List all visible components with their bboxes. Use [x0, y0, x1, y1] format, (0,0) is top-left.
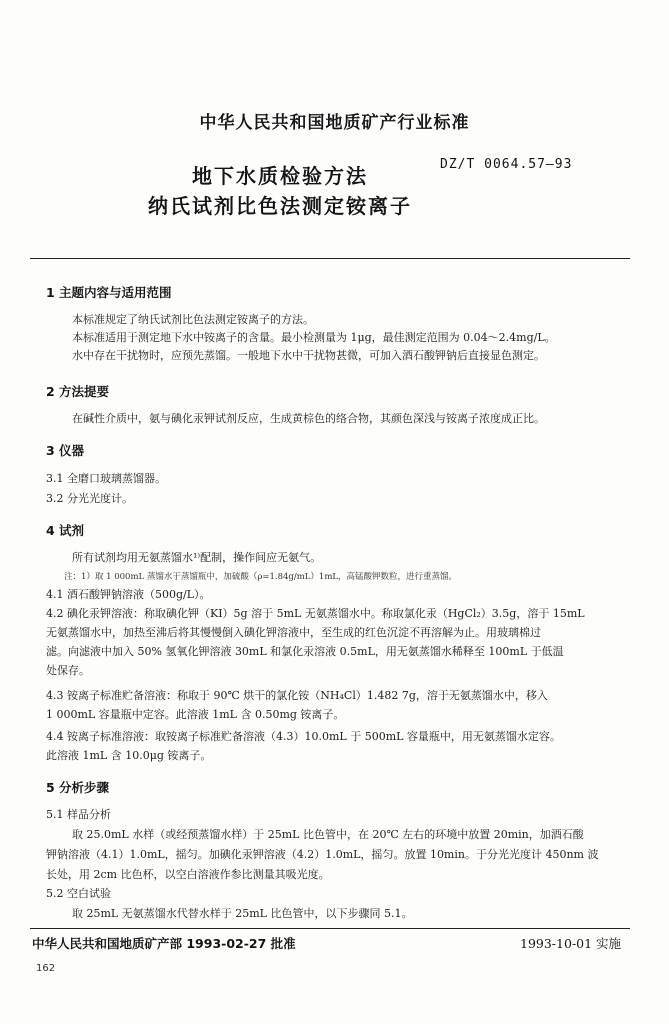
- approval-date: 中华人民共和国地质矿产部 1993-02-27 批准: [32, 936, 296, 951]
- effective-date: 1993-10-01 实施: [520, 936, 622, 951]
- section-1-heading: 1 主题内容与适用范围: [46, 285, 172, 300]
- section-4-item-4-line-1: 4.4 铵离子标准溶液：取铵离子标准贮备溶液（4.3）10.0mL 于 500mL 容量瓶中，用无氨蒸馏水定容。: [46, 730, 561, 743]
- section-4-item-3-line-1: 4.3 铵离子标准贮备溶液：称取于 90℃ 烘干的氯化铵（NH₄Cl）1.482 7g，溶于无氨蒸馏水中，移入: [46, 689, 548, 702]
- bottom-rule: [30, 928, 630, 929]
- section-4-intro: 所有试剂均用无氨蒸馏水¹⁾配制，操作间应无氨气。: [72, 551, 322, 564]
- section-4-item-2-line-4: 处保存。: [46, 664, 90, 677]
- section-3-heading: 3 仪器: [46, 443, 85, 458]
- section-4-item-1: 4.1 酒石酸钾钠溶液（500g/L）。: [46, 588, 211, 601]
- section-5-subheading-2: 5.2 空白试验: [46, 887, 111, 900]
- section-4-item-2-line-3: 滤。向滤液中加入 50% 氢氧化钾溶液 30mL 和氯化汞溶液 0.5mL，用无氨蒸馏水稀释至 100mL 于低温: [46, 645, 564, 658]
- document-title-line2: 纳氏试剂比色法测定铵离子: [148, 194, 412, 218]
- top-rule: [30, 258, 630, 259]
- section-4-item-4-line-2: 此溶液 1mL 含 10.0μg 铵离子。: [46, 749, 212, 762]
- section-5-heading: 5 分析步骤: [46, 780, 110, 795]
- section-4-heading: 4 试剂: [46, 523, 85, 538]
- section-2-heading: 2 方法提要: [46, 384, 110, 399]
- page-number: 162: [36, 963, 56, 974]
- section-4-item-2-line-1: 4.2 碘化汞钾溶液：称取碘化钾（KI）5g 溶于 5mL 无氨蒸馏水中。称取氯化汞（HgCl₂）3.5g，溶于 15mL: [46, 607, 585, 620]
- section-3-item-2: 3.2 分光光度计。: [46, 492, 133, 505]
- section-4-item-2-line-2: 无氨蒸馏水中，加热至沸后将其慢慢倒入碘化钾溶液中，至生成的红色沉淀不再溶解为止。用玻璃棉过: [46, 626, 541, 639]
- section-5-2-line-1: 取 25mL 无氨蒸馏水代替水样于 25mL 比色管中，以下步骤同 5.1。: [72, 907, 413, 920]
- section-2-para-1: 在碱性介质中，氨与碘化汞钾试剂反应，生成黄棕色的络合物，其颜色深浅与铵离子浓度成正比。: [72, 412, 545, 425]
- standard-code: DZ/T 0064.57—93: [440, 157, 573, 172]
- section-5-1-line-1: 取 25.0mL 水样（或经预蒸馏水样）于 25mL 比色管中，在 20℃ 左右的环境中放置 20min，加酒石酸: [72, 828, 584, 841]
- section-1-para-2: 本标准适用于测定地下水中铵离子的含量。最小检测量为 1μg，最佳测定范围为 0.04～2.4mg/L。: [72, 331, 556, 344]
- section-1-para-3: 水中存在干扰物时，应预先蒸馏。一般地下水中干扰物甚微，可加入酒石酸钾钠后直接显色测定。: [72, 349, 545, 362]
- section-5-subheading-1: 5.1 样品分析: [46, 808, 111, 821]
- section-4-item-3-line-2: 1 000mL 容量瓶中定容。此溶液 1mL 含 0.50mg 铵离子。: [46, 708, 345, 721]
- section-3-item-1: 3.1 全磨口玻璃蒸馏器。: [46, 472, 166, 485]
- section-4-note: 注：1）取 1 000mL 蒸馏水于蒸馏瓶中，加硫酸（ρ=1.84g/mL）1mL，高锰酸钾数粒，进行重蒸馏。: [64, 572, 458, 582]
- document-title-line1: 地下水质检验方法: [192, 164, 368, 188]
- section-1-para-1: 本标准规定了纳氏试剂比色法测定铵离子的方法。: [72, 313, 314, 326]
- standard-title: 中华人民共和国地质矿产行业标准: [199, 113, 470, 133]
- section-5-1-line-3: 长处，用 2cm 比色杯，以空白溶液作参比测量其吸光度。: [46, 868, 330, 881]
- section-5-1-line-2: 钾钠溶液（4.1）1.0mL，摇匀。加碘化汞钾溶液（4.2）1.0mL，摇匀。放置 10min。于分光光度计 450nm 波: [46, 848, 599, 861]
